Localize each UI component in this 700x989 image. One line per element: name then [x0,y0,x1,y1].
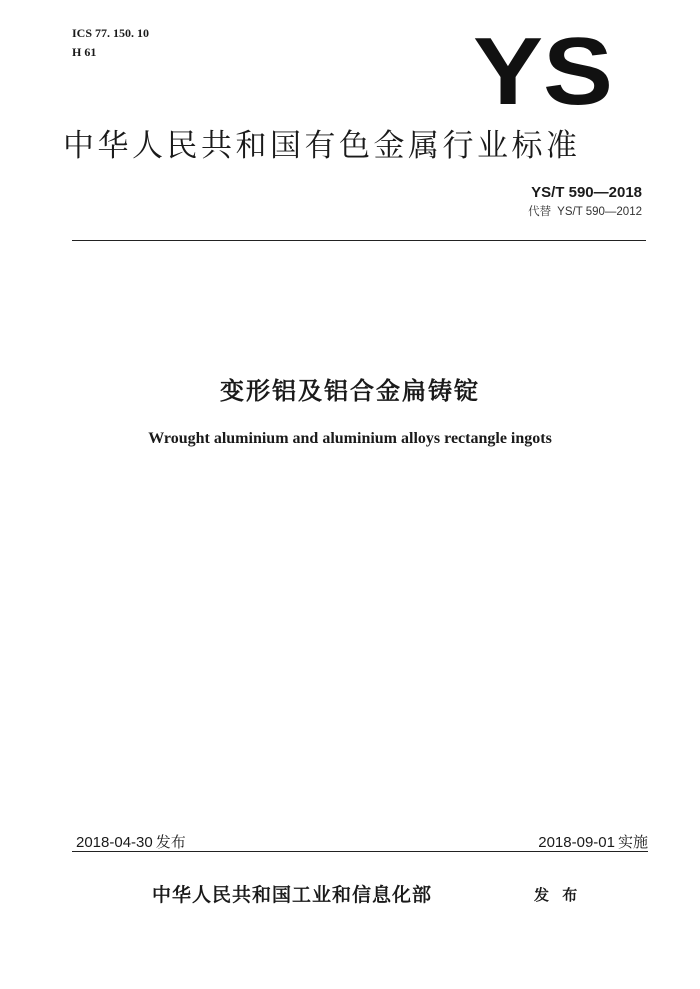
top-divider [72,240,646,241]
issue-label: 发布 [155,833,186,851]
replaced-standard-number: YS/T 590—2012 [557,206,642,218]
standard-number: YS/T 590—2018 [531,184,642,201]
implement-date: 2018-09-01 [538,834,615,851]
replaces-line [528,203,642,219]
ys-logo [470,26,616,110]
industry-standard-title: 中华人民共和国有色金属行业标准 [63,128,581,164]
publisher-name: 中华人民共和国工业和信息化部 [152,884,433,906]
classification-code: H 61 [72,45,97,59]
implement-date-line [538,831,648,852]
issue-date: 2018-04-30 [76,834,153,851]
document-title-en: Wrought aluminium and aluminium alloys rectangle ingots [148,430,552,447]
issue-date-line [76,831,186,852]
document-title-zh: 变形铝及铝合金扁铸锭 [220,377,480,405]
bottom-divider [72,851,648,852]
replaces-label: 代替 [528,204,552,218]
publish-label: 发 布 [534,886,582,904]
implement-label: 实施 [617,833,648,851]
ics-code: ICS 77. 150. 10 [72,26,150,40]
ys-logo-text: YS [473,26,613,110]
